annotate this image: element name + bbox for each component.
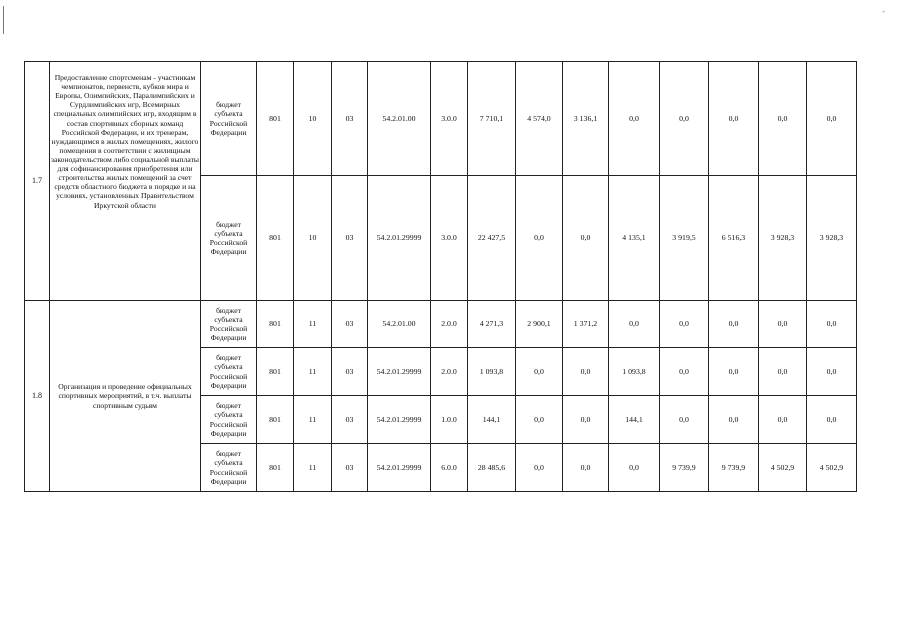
grbs-code: 801 (257, 301, 294, 348)
subsection-code: 03 (332, 396, 368, 444)
total-amount: 22 427,5 (468, 176, 516, 301)
year-2-amount: 0,0 (563, 444, 609, 492)
year-7-amount: 0,0 (807, 348, 857, 396)
year-5-amount: 6 516,3 (709, 176, 759, 301)
subsection-code: 03 (332, 444, 368, 492)
year-2-amount: 1 371,2 (563, 301, 609, 348)
year-4-amount: 0,0 (660, 62, 709, 176)
table-row (25, 301, 857, 348)
year-6-amount: 0,0 (759, 62, 807, 176)
year-6-amount: 4 502,9 (759, 444, 807, 492)
year-6-amount: 0,0 (759, 396, 807, 444)
year-7-amount: 3 928,3 (807, 176, 857, 301)
section-code: 10 (294, 62, 332, 176)
total-amount: 4 271,3 (468, 301, 516, 348)
activity-description: Организация и проведение официальных спортивных мероприятий, в т.ч. выплаты спортивным судьям (50, 301, 201, 492)
funding-source: бюджет субъекта Российской Федерации (201, 348, 257, 396)
subsection-code: 03 (332, 348, 368, 396)
funding-source: бюджет субъекта Российской Федерации (201, 176, 257, 301)
funding-source: бюджет субъекта Российской Федерации (201, 444, 257, 492)
total-amount: 7 710,1 (468, 62, 516, 176)
table-row (25, 62, 857, 176)
year-4-amount: 3 919,5 (660, 176, 709, 301)
year-4-amount: 0,0 (660, 301, 709, 348)
year-6-amount: 0,0 (759, 301, 807, 348)
year-5-amount: 0,0 (709, 396, 759, 444)
year-1-amount: 0,0 (516, 396, 563, 444)
section-code: 11 (294, 301, 332, 348)
row-number: 1.7 (25, 62, 50, 301)
expense-type-code: 6.0.0 (431, 444, 468, 492)
year-5-amount: 9 739,9 (709, 444, 759, 492)
section-code: 11 (294, 444, 332, 492)
budget-table (24, 61, 857, 492)
year-4-amount: 0,0 (660, 348, 709, 396)
funding-source: бюджет субъекта Российской Федерации (201, 301, 257, 348)
year-6-amount: 3 928,3 (759, 176, 807, 301)
year-3-amount: 1 093,8 (609, 348, 660, 396)
year-7-amount: 0,0 (807, 62, 857, 176)
grbs-code: 801 (257, 62, 294, 176)
target-item-code: 54.2.01.29999 (368, 176, 431, 301)
year-2-amount: 0,0 (563, 348, 609, 396)
row-number: 1.8 (25, 301, 50, 492)
total-amount: 28 485,6 (468, 444, 516, 492)
subsection-code: 03 (332, 62, 368, 176)
grbs-code: 801 (257, 348, 294, 396)
year-5-amount: 0,0 (709, 348, 759, 396)
year-3-amount: 0,0 (609, 301, 660, 348)
year-7-amount: 0,0 (807, 396, 857, 444)
year-5-amount: 0,0 (709, 62, 759, 176)
section-code: 11 (294, 396, 332, 444)
expense-type-code: 1.0.0 (431, 396, 468, 444)
year-3-amount: 4 135,1 (609, 176, 660, 301)
year-6-amount: 0,0 (759, 348, 807, 396)
total-amount: 144,1 (468, 396, 516, 444)
year-5-amount: 0,0 (709, 301, 759, 348)
expense-type-code: 2.0.0 (431, 301, 468, 348)
year-1-amount: 0,0 (516, 348, 563, 396)
activity-description: Предоставление спортсменам - участникам чемпионатов, первенств, кубков мира и Европы, Олимпийских, Паралимпийских и Сурдлимпийских игр, Всемирных специальных олимпийских игр, входящим в состав спортивных сборных команд Российской Федерации, и их тренерам, нуждающимся в жилых помещениях, жилого помещения в соответствии с жилищным законодательством либо социальной выплаты для софинансирования приобретения или строительства жилых помещений за счет средств областного бюджета в порядке и на условиях, установленных Правительством Иркутской области (50, 62, 201, 301)
year-4-amount: 9 739,9 (660, 444, 709, 492)
year-3-amount: 0,0 (609, 444, 660, 492)
funding-source: бюджет субъекта Российской Федерации (201, 62, 257, 176)
target-item-code: 54.2.01.29999 (368, 444, 431, 492)
margin-rule (3, 6, 4, 34)
section-code: 11 (294, 348, 332, 396)
section-code: 10 (294, 176, 332, 301)
total-amount: 1 093,8 (468, 348, 516, 396)
target-item-code: 54.2.01.00 (368, 301, 431, 348)
funding-source: бюджет субъекта Российской Федерации (201, 396, 257, 444)
target-item-code: 54.2.01.00 (368, 62, 431, 176)
subsection-code: 03 (332, 176, 368, 301)
year-1-amount: 4 574,0 (516, 62, 563, 176)
year-2-amount: 3 136,1 (563, 62, 609, 176)
year-7-amount: 4 502,9 (807, 444, 857, 492)
year-4-amount: 0,0 (660, 396, 709, 444)
grbs-code: 801 (257, 176, 294, 301)
year-3-amount: 144,1 (609, 396, 660, 444)
corner-mark: - (882, 6, 885, 16)
grbs-code: 801 (257, 396, 294, 444)
target-item-code: 54.2.01.29999 (368, 396, 431, 444)
expense-type-code: 2.0.0 (431, 348, 468, 396)
year-1-amount: 0,0 (516, 176, 563, 301)
year-2-amount: 0,0 (563, 396, 609, 444)
target-item-code: 54.2.01.29999 (368, 348, 431, 396)
year-1-amount: 2 900,1 (516, 301, 563, 348)
year-7-amount: 0,0 (807, 301, 857, 348)
expense-type-code: 3.0.0 (431, 62, 468, 176)
subsection-code: 03 (332, 301, 368, 348)
expense-type-code: 3.0.0 (431, 176, 468, 301)
year-3-amount: 0,0 (609, 62, 660, 176)
year-1-amount: 0,0 (516, 444, 563, 492)
year-2-amount: 0,0 (563, 176, 609, 301)
grbs-code: 801 (257, 444, 294, 492)
